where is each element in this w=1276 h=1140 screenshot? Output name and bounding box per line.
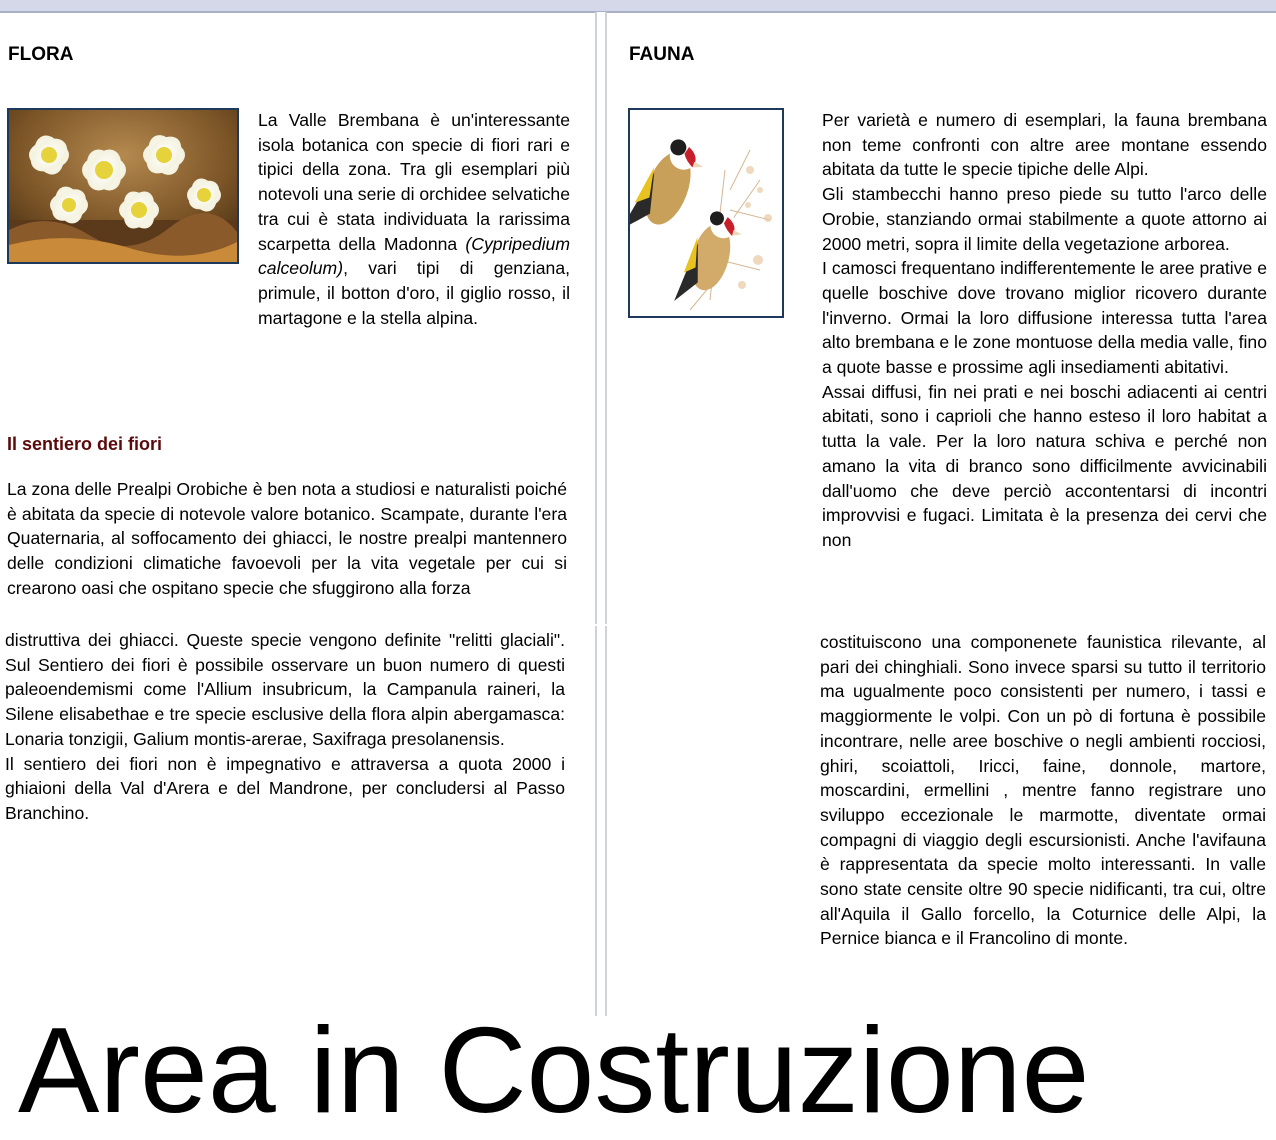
fauna-paragraph-lower bbox=[820, 630, 1266, 951]
goldfinch-image bbox=[628, 108, 784, 318]
sentiero-text-3: Il sentiero dei fiori non è impegnativo e attraversa a quota 2000 i ghiaioni della Val d'Arera e del Mandrone, per concludersi al Passo Branchino. bbox=[5, 753, 565, 823]
column-divider-lower bbox=[595, 626, 607, 1016]
sentiero-paragraph-2 bbox=[5, 628, 565, 826]
column-divider bbox=[595, 12, 607, 624]
fauna-text-1: Per varietà e numero di esemplari, la fauna brembana non teme confronti con altre aree montane essendo abitata da tutte le specie tipiche delle Alpi. bbox=[822, 110, 1267, 180]
flora-text: La Valle Brembana è un'interessante isola botanica con specie di fiori rari e tipici della zona. Tra gli esemplari più notevoli una serie di orchidee selvatiche tra cui è stata individuata la rarissima scarpetta della Madonna bbox=[258, 110, 570, 254]
flora-paragraph bbox=[258, 108, 570, 330]
fauna-heading: FAUNA bbox=[629, 44, 695, 65]
goldfinch-illustration bbox=[630, 110, 782, 316]
fauna-paragraph-upper bbox=[822, 108, 1267, 553]
flowers-illustration bbox=[9, 110, 237, 262]
fauna-text-4: Assai diffusi, fin nei prati e nei boschi adiacenti ai centri abitati, sono i caprioli che hanno esteso il loro habitat a tutta la vale. Per la loro natura schiva e perché non amano la vita di branco sono difficilmente avvicinabili dall'uomo che deve perciò accontentarsi di incontri improvvisi e fugaci. Limitata è la presenza dei cervi che non bbox=[822, 381, 1267, 550]
flora-text-italic: (Cypripedium calceolum) bbox=[258, 233, 570, 279]
flora-text-after: , vari tipi di genziana, primule, il botton d'oro, il giglio rosso, il martagone e la stella alpina. bbox=[258, 258, 570, 328]
sentiero-heading: Il sentiero dei fiori bbox=[7, 434, 163, 454]
top-bar bbox=[0, 0, 1276, 13]
sentiero-text-1: La zona delle Prealpi Orobiche è ben nota a studiosi e naturalisti poiché è abitata da specie di notevole valore botanico. Scampate, durante l'era Quaternaria, al soffocamento dei ghiacci, le nostre prealpi mantennero delle condizioni climatiche favoevoli per la vita vegetale per cui si crearono oasi che ospitano specie che sfuggirono alla forza bbox=[7, 479, 567, 598]
flora-heading: FLORA bbox=[8, 44, 74, 65]
sentiero-paragraph-1 bbox=[7, 477, 567, 601]
fauna-text-3: I camosci frequentano indifferentemente le aree prative e quelle boschive dove trovano miglior ricovero durante l'inverno. Ormai la loro diffusione interessa tutta l'area alto brembana e le zone montuose della media valle, fino a quote basse e prossime agli insediamenti abitativi. bbox=[822, 258, 1268, 378]
sentiero-text-2: distruttiva dei ghiacci. Queste specie vengono definite "relitti glaciali". Sul Sentiero dei fiori è possibile osservare un buon numero di questi paleoendemismi come l'Allium insubricum, la Campanula raineri, la Silene elisabethae e tre specie esclusive della flora alpin abergamasca: Lonaria tonzigii, Galium montis-arerae, Saxifraga presolanensis. bbox=[5, 630, 565, 749]
flowers-image bbox=[7, 108, 239, 264]
fauna-text-5: costituiscono una componenete faunistica rilevante, al pari dei chinghiali. Sono invece sparsi su tutto il territorio ma ugualmente poco consistenti per numero, i tassi e maggiormente le volpi. Con un pò di fortuna è possibile incontrare, nelle aree boschive o negli ambienti rocciosi, ghiri, scoiattoli, Iricci, faine, donnole, martore, moscardini, ermellini , mentre fanno registrare uno sviluppo eccezionale le marmotte, diventate ormai compagni di viaggio degli escursionisti. Anche l'avifauna è rappresentata da specie molto interessanti. In valle sono state censite oltre 90 specie nidificanti, tra cui, oltre all'Aquila il Gallo forcello, la Coturnice delle Alpi, la Pernice bianca e il Francolino di monte. bbox=[820, 632, 1266, 949]
fauna-text-2: Gli stambecchi hanno preso piede su tutto l'arco delle Orobie, stanziando ormai stabilmente a quote attorno ai 2000 metri, sopra il limite della vegetazione arborea. bbox=[822, 184, 1267, 254]
under-construction-banner: Area in Costruzione bbox=[18, 1002, 1090, 1138]
